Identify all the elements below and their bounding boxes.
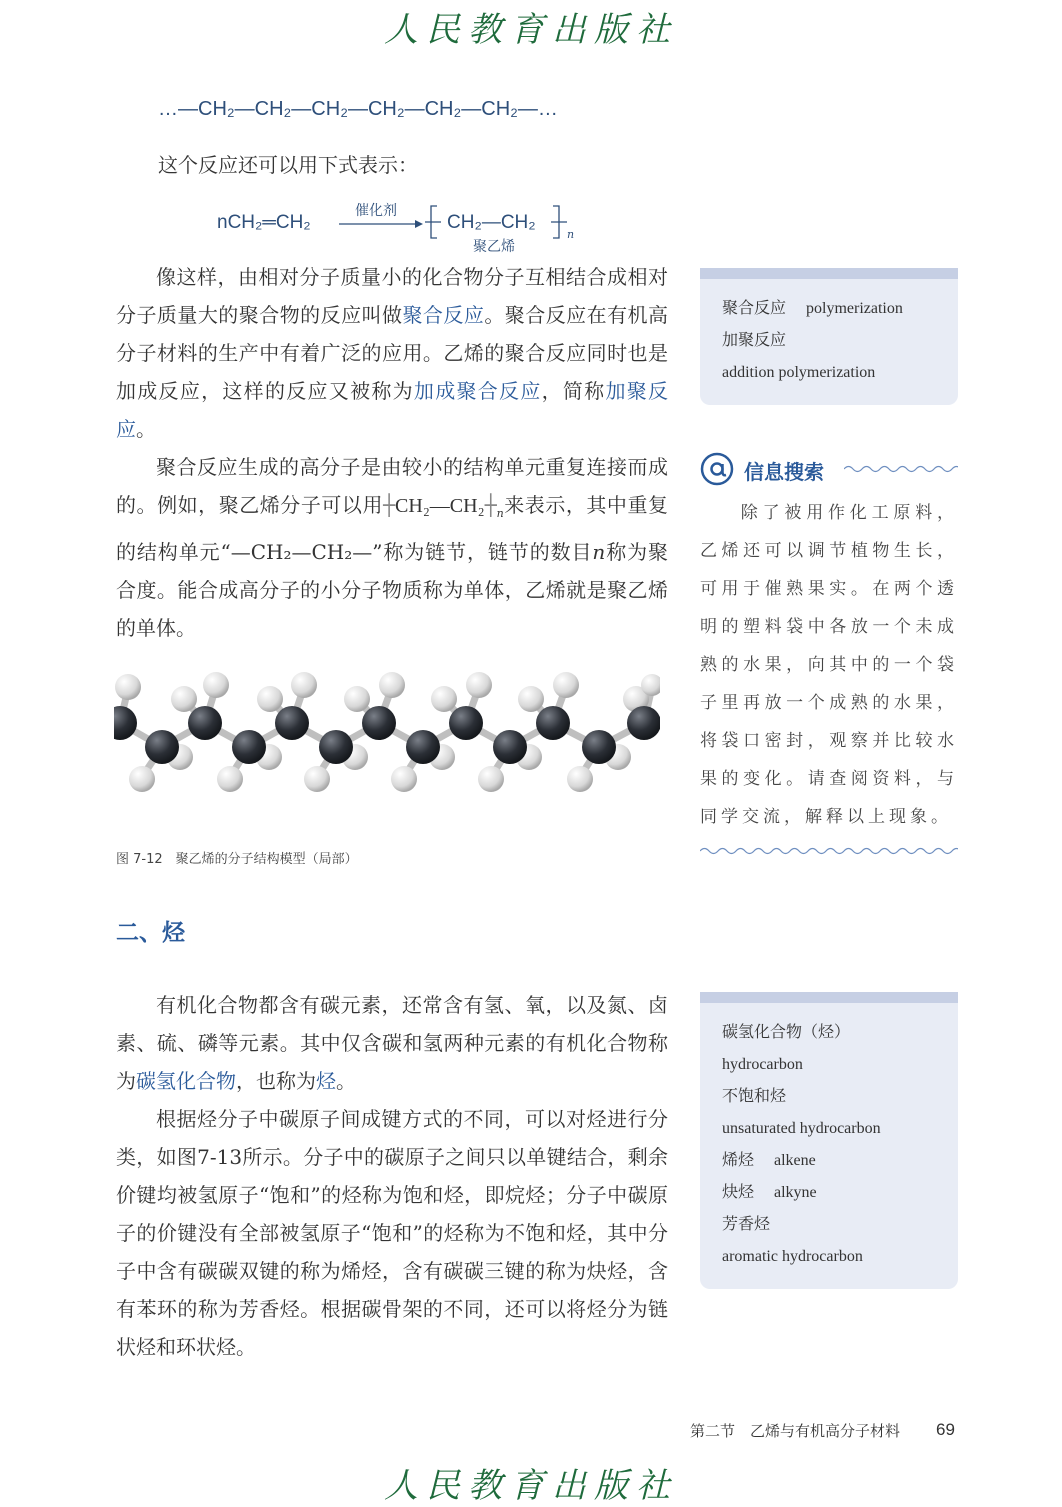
bracket-open-icon: ┼: [383, 493, 396, 517]
term-hydrocarbon: 碳氢化合物: [136, 1069, 236, 1093]
term-addition-polymerization: 加成聚合反应: [413, 379, 542, 403]
vocabulary-box-hydrocarbon: [700, 992, 958, 1289]
paragraph-classification: [116, 1100, 668, 1366]
info-search-title: 信息搜索: [744, 460, 824, 484]
product-name: 聚乙烯: [473, 239, 515, 255]
polymerization-equation: [215, 198, 585, 256]
vocab-item: unsaturated hydrocarbon: [722, 1120, 881, 1137]
catalyst-label: 催化剂: [355, 203, 397, 219]
reaction-arrow-icon: [339, 218, 423, 230]
para1-text-2: 。聚合反应在有机高分子材料的生产中有着广泛的应用。乙烯的聚合反应同时也是加成反应，这样的反应又被称为: [116, 303, 669, 403]
polyethylene-chain-formula: …—CH₂—CH₂—CH₂—CH₂—CH₂—CH₂—…: [158, 98, 558, 120]
info-search-box: [700, 452, 958, 862]
vocab-item: 加聚反应: [722, 332, 787, 349]
right-bracket-icon: [549, 204, 569, 240]
vocabulary-box-polymerization: [700, 268, 958, 405]
repeat-unit-formula: CH₂—CH₂: [395, 495, 485, 517]
wavy-divider-bottom: [700, 846, 958, 856]
para1-text-1: 像这样，由相对分子质量小的化合物分子互相结合成相对分子质量大的聚合物的反应叫做: [116, 265, 668, 327]
paragraph-hydrocarbon: [116, 986, 668, 1100]
para3-text-3: 。: [336, 1069, 356, 1093]
para1-text-4: 。: [136, 417, 156, 441]
publisher-logo-top: 人民教育出版社: [384, 10, 678, 50]
vocab-item: 炔烃 alkyne: [722, 1184, 817, 1201]
term-polymerization: 聚合反应: [402, 303, 485, 327]
para3-text-2: ，也称为: [236, 1069, 316, 1093]
degree-n: n: [592, 540, 606, 564]
para4-text: 根据烃分子中碳原子间成键方式的不同，可以对烃进行分类，如图7-13所示。分子中的碳原子之间只以单键结合，剩余价键均被氢原子“饱和”的烃称为饱和烃，即烷烃；分子中碳原子的价键没有全部被氢原子“饱和”的烃称为不饱和烃，其中分子中含有碳碳双键的称为烯烃，含有碳碳三键的称为炔烃，含有苯环的称为芳香烃。根据碳骨架的不同，还可以将烃分为链状烃和环状烃。: [116, 1107, 668, 1359]
polyethylene-molecular-model: [114, 665, 660, 800]
product-formula: CH₂—CH₂: [447, 212, 536, 233]
reaction-intro: 这个反应还可以用下式表示：: [158, 153, 418, 177]
publisher-logo-bottom: 人民教育出版社: [384, 1466, 678, 1506]
vocab-item: addition polymerization: [722, 364, 876, 381]
repeat-subscript: n: [567, 228, 575, 241]
term-addition-polymerization-short: 加聚反应: [116, 379, 669, 441]
paragraph-polymerization: [116, 258, 668, 448]
section-heading: 二、烃: [116, 920, 185, 946]
para1-text-3: ，简称: [541, 379, 606, 403]
info-search-body: 除了被用作化工原料，乙烯还可以调节植物生长，可用于催熟果实。在两个透明的塑料袋中各放一个未成熟的水果，向其中的一个袋子里再放一个成熟的水果，将袋口密封，观察并比较水果的变化。请查阅资料，与同学交流，解释以上现象。: [700, 503, 958, 827]
vocab-item: 碳氢化合物（烃）: [722, 1024, 851, 1041]
vocab-item: aromatic hydrocarbon: [722, 1248, 863, 1265]
left-bracket-icon: [423, 204, 443, 240]
para3-text-1: 有机化合物都含有碳元素，还常含有氢、氧，以及氮、卤素、硫、磷等元素。其中仅含碳和氢两种元素的有机化合物称为: [116, 993, 668, 1093]
at-search-icon: [700, 452, 734, 486]
term-hydrocarbon-short: 烃: [316, 1069, 336, 1093]
vocab-item: 芳香烃: [722, 1216, 771, 1233]
vocab-item: hydrocarbon: [722, 1056, 803, 1073]
paragraph-repeat-unit: [116, 448, 668, 647]
para2-text-1: 聚合反应生成的高分子是由较小的结构单元重复连接而成的。例如，聚乙烯分子可以用: [116, 455, 668, 517]
para2-text-2: 来表示，其中重复的结构单元“—CH₂—CH₂—”称为链节，链节的数目: [116, 493, 669, 564]
vocab-item: 聚合反应 polymerization: [722, 300, 903, 317]
footer-chapter: 第二节 乙烯与有机高分子材料: [690, 1422, 901, 1440]
vocab-item: 不饱和烃: [722, 1088, 787, 1105]
reactant-formula: nCH₂═CH₂: [217, 212, 311, 233]
wavy-divider-top: [844, 464, 958, 474]
para2-text-3: 称为聚合度。能合成高分子的小分子物质称为单体，乙烯就是聚乙烯的单体。: [116, 540, 669, 640]
repeat-unit-n: n: [496, 507, 504, 520]
page-number: 69: [936, 1420, 955, 1439]
bracket-close-icon: ┼: [484, 493, 497, 517]
vocab-item: 烯烃 alkene: [722, 1152, 816, 1169]
figure-caption: 图 7-12 聚乙烯的分子结构模型（局部）: [116, 852, 358, 867]
